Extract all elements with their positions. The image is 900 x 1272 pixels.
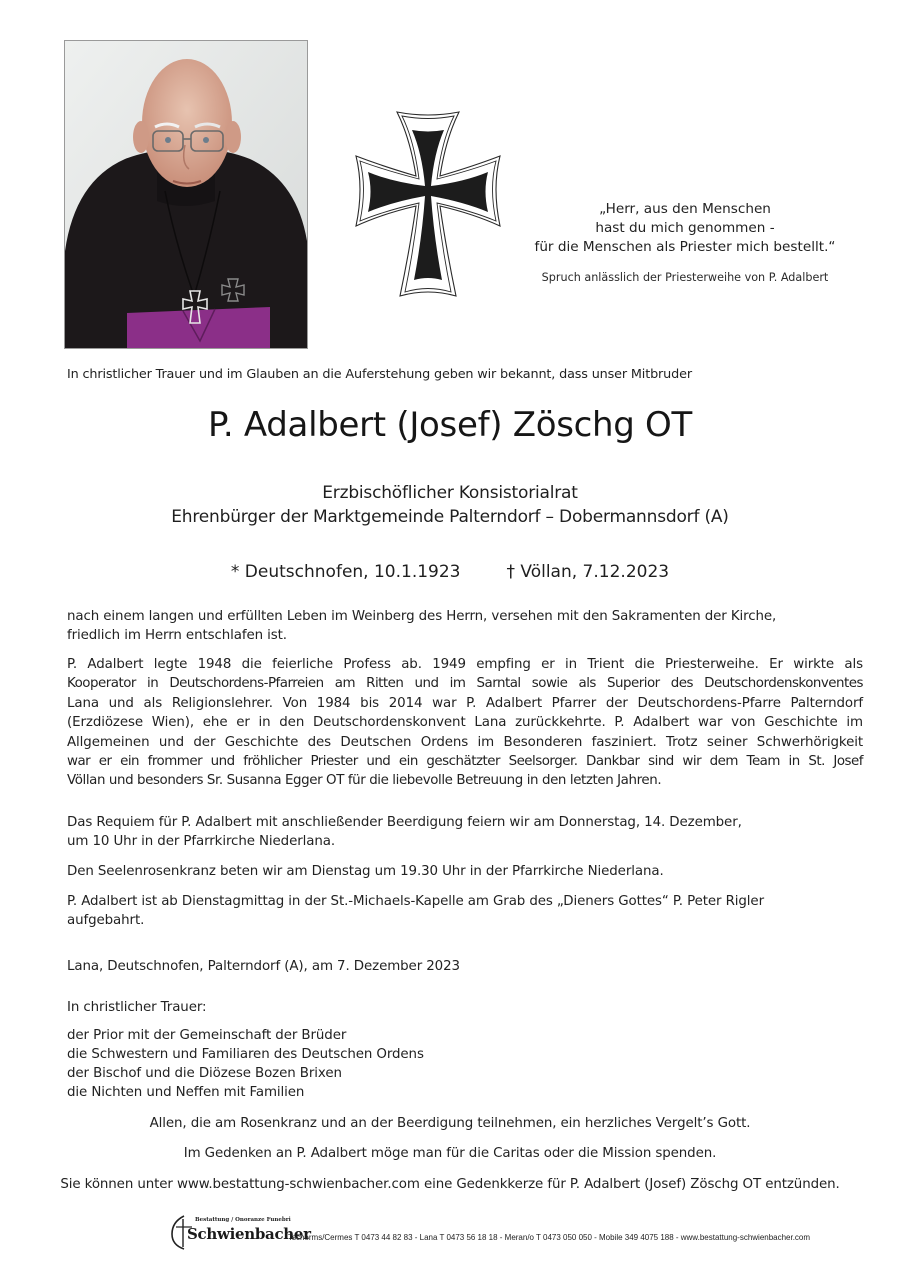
- quote-line: hast du mich genommen -: [595, 220, 775, 236]
- mourner-item: der Prior mit der Gemeinschaft der Brüder: [67, 1028, 347, 1043]
- deceased-titles: [0, 481, 900, 529]
- text-line: Das Requiem für P. Adalbert mit anschließender Beerdigung feiern wir am Donnerstag, 14. Dezember,: [67, 815, 742, 830]
- text-line: aufgebahrt.: [67, 913, 145, 929]
- ordination-quote: [505, 200, 865, 257]
- text-line: war er ein frommer und fröhlicher Priester und ein geschätzter Seelsorger. Dankbar sind wir dem Team in St. Josef: [67, 754, 863, 770]
- title-line: Ehrenbürger der Marktgemeinde Palterndorf – Dobermannsdorf (A): [171, 507, 729, 527]
- footer-contact: Tscherms/Cermes T 0473 44 82 83 - Lana T 0473 56 18 18 - Meran/o T 0473 050 050 - Mobile 349 4075 188 - www.bestattung-schwienbacher.com: [288, 1232, 811, 1242]
- text-line: Allgemeinen und der Geschichte des Deutschen Ordens im Besonderen fasziniert. Trotz seiner Schwerhörigkeit: [67, 734, 863, 750]
- donation-line: Im Gedenken an P. Adalbert möge man für die Caritas oder die Mission spenden.: [183, 1146, 717, 1161]
- mourners-heading: [67, 998, 863, 1017]
- text-line: P. Adalbert ist ab Dienstagmittag in der St.-Michaels-Kapelle am Grab des „Dieners Gottes“ P. Peter Rigler: [67, 894, 764, 909]
- text-line: In christlicher Trauer:: [67, 1000, 207, 1015]
- mourner-item: die Nichten und Neffen mit Familien: [67, 1085, 305, 1100]
- text-line: Lana und als Religionslehrer. Von 1984 bis 2014 war P. Adalbert Pfarrer der Deutschordens-Pfarre Palterndorf: [67, 695, 863, 711]
- logo-name: Schwienbacher: [187, 1225, 311, 1243]
- text-line: P. Adalbert legte 1948 die feierliche Profess ab. 1949 empfing er in Trient die Priesterweihe. Er wirkte als: [67, 657, 863, 672]
- text-line: um 10 Uhr in der Pfarrkirche Niederlana.: [67, 834, 335, 850]
- rosary-paragraph: [67, 862, 863, 881]
- requiem-paragraph: [67, 813, 863, 852]
- text-line: (Erzdiözese Wien), ehe er in den Deutschordenskonvent Lana zurückkehrte. P. Adalbert war von Geschichte im: [67, 715, 863, 731]
- quote-line: „Herr, aus den Menschen: [599, 201, 771, 217]
- life-dates: [0, 562, 900, 582]
- thanks-line: Allen, die am Rosenkranz und an der Beerdigung teilnehmen, ein herzliches Vergelt’s Gott.: [149, 1116, 751, 1131]
- death-date: † Völlan, 7.12.2023: [506, 562, 670, 582]
- candle-line: Sie können unter www.bestattung-schwienbacher.com eine Gedenkkerze für P. Adalbert (Josef) Zöschg OT entzünden.: [60, 1177, 840, 1192]
- mourner-item: die Schwestern und Familiaren des Deutschen Ordens: [67, 1047, 424, 1062]
- text-line: nach einem langen und erfüllten Leben im Weinberg des Herrn, versehen mit den Sakramenten der Kirche,: [67, 609, 777, 624]
- biography-paragraph: [67, 655, 863, 791]
- laid-out-paragraph: [67, 892, 863, 931]
- text-line: Kooperator in Deutschordens-Pfarreien am Ritten und im Sarntal sowie als Superior des Deutschordenskonventes: [67, 676, 863, 692]
- birth-date: * Deutschnofen, 10.1.1923: [230, 562, 461, 582]
- logo-tagline: Bestattung / Onoranze Funebri: [195, 1217, 291, 1223]
- deceased-name: P. Adalbert (Josef) Zöschg OT: [207, 405, 692, 445]
- intro-text: In christlicher Trauer und im Glauben an die Auferstehung geben wir bekannt, dass unser Mitbruder: [67, 367, 692, 382]
- text-line: Den Seelenrosenkranz beten wir am Dienstag um 19.30 Uhr in der Pfarrkirche Niederlana.: [67, 864, 664, 879]
- quote-source: Spruch anlässlich der Priesterweihe von P. Adalbert: [541, 271, 829, 284]
- passing-paragraph: [67, 607, 863, 646]
- portrait-photo: [64, 40, 308, 349]
- funeral-home-footer: [170, 1214, 870, 1250]
- text-line: friedlich im Herrn entschlafen ist.: [67, 628, 287, 644]
- mourner-item: der Bischof und die Diözese Bozen Brixen: [67, 1066, 342, 1081]
- quote-line: für die Menschen als Priester mich bestellt.“: [534, 239, 836, 255]
- mourners-list: [67, 1026, 863, 1102]
- text-line: Lana, Deutschnofen, Palterndorf (A), am 7. Dezember 2023: [67, 959, 460, 974]
- teutonic-cross-icon: [354, 108, 502, 298]
- portrait-image: [65, 41, 307, 348]
- place-date: [67, 957, 863, 976]
- text-line: Völlan und besonders Sr. Susanna Egger OT für die liebevolle Betreuung in den letzten Jahren.: [67, 773, 662, 789]
- title-line: Erzbischöflicher Konsistorialrat: [322, 483, 578, 503]
